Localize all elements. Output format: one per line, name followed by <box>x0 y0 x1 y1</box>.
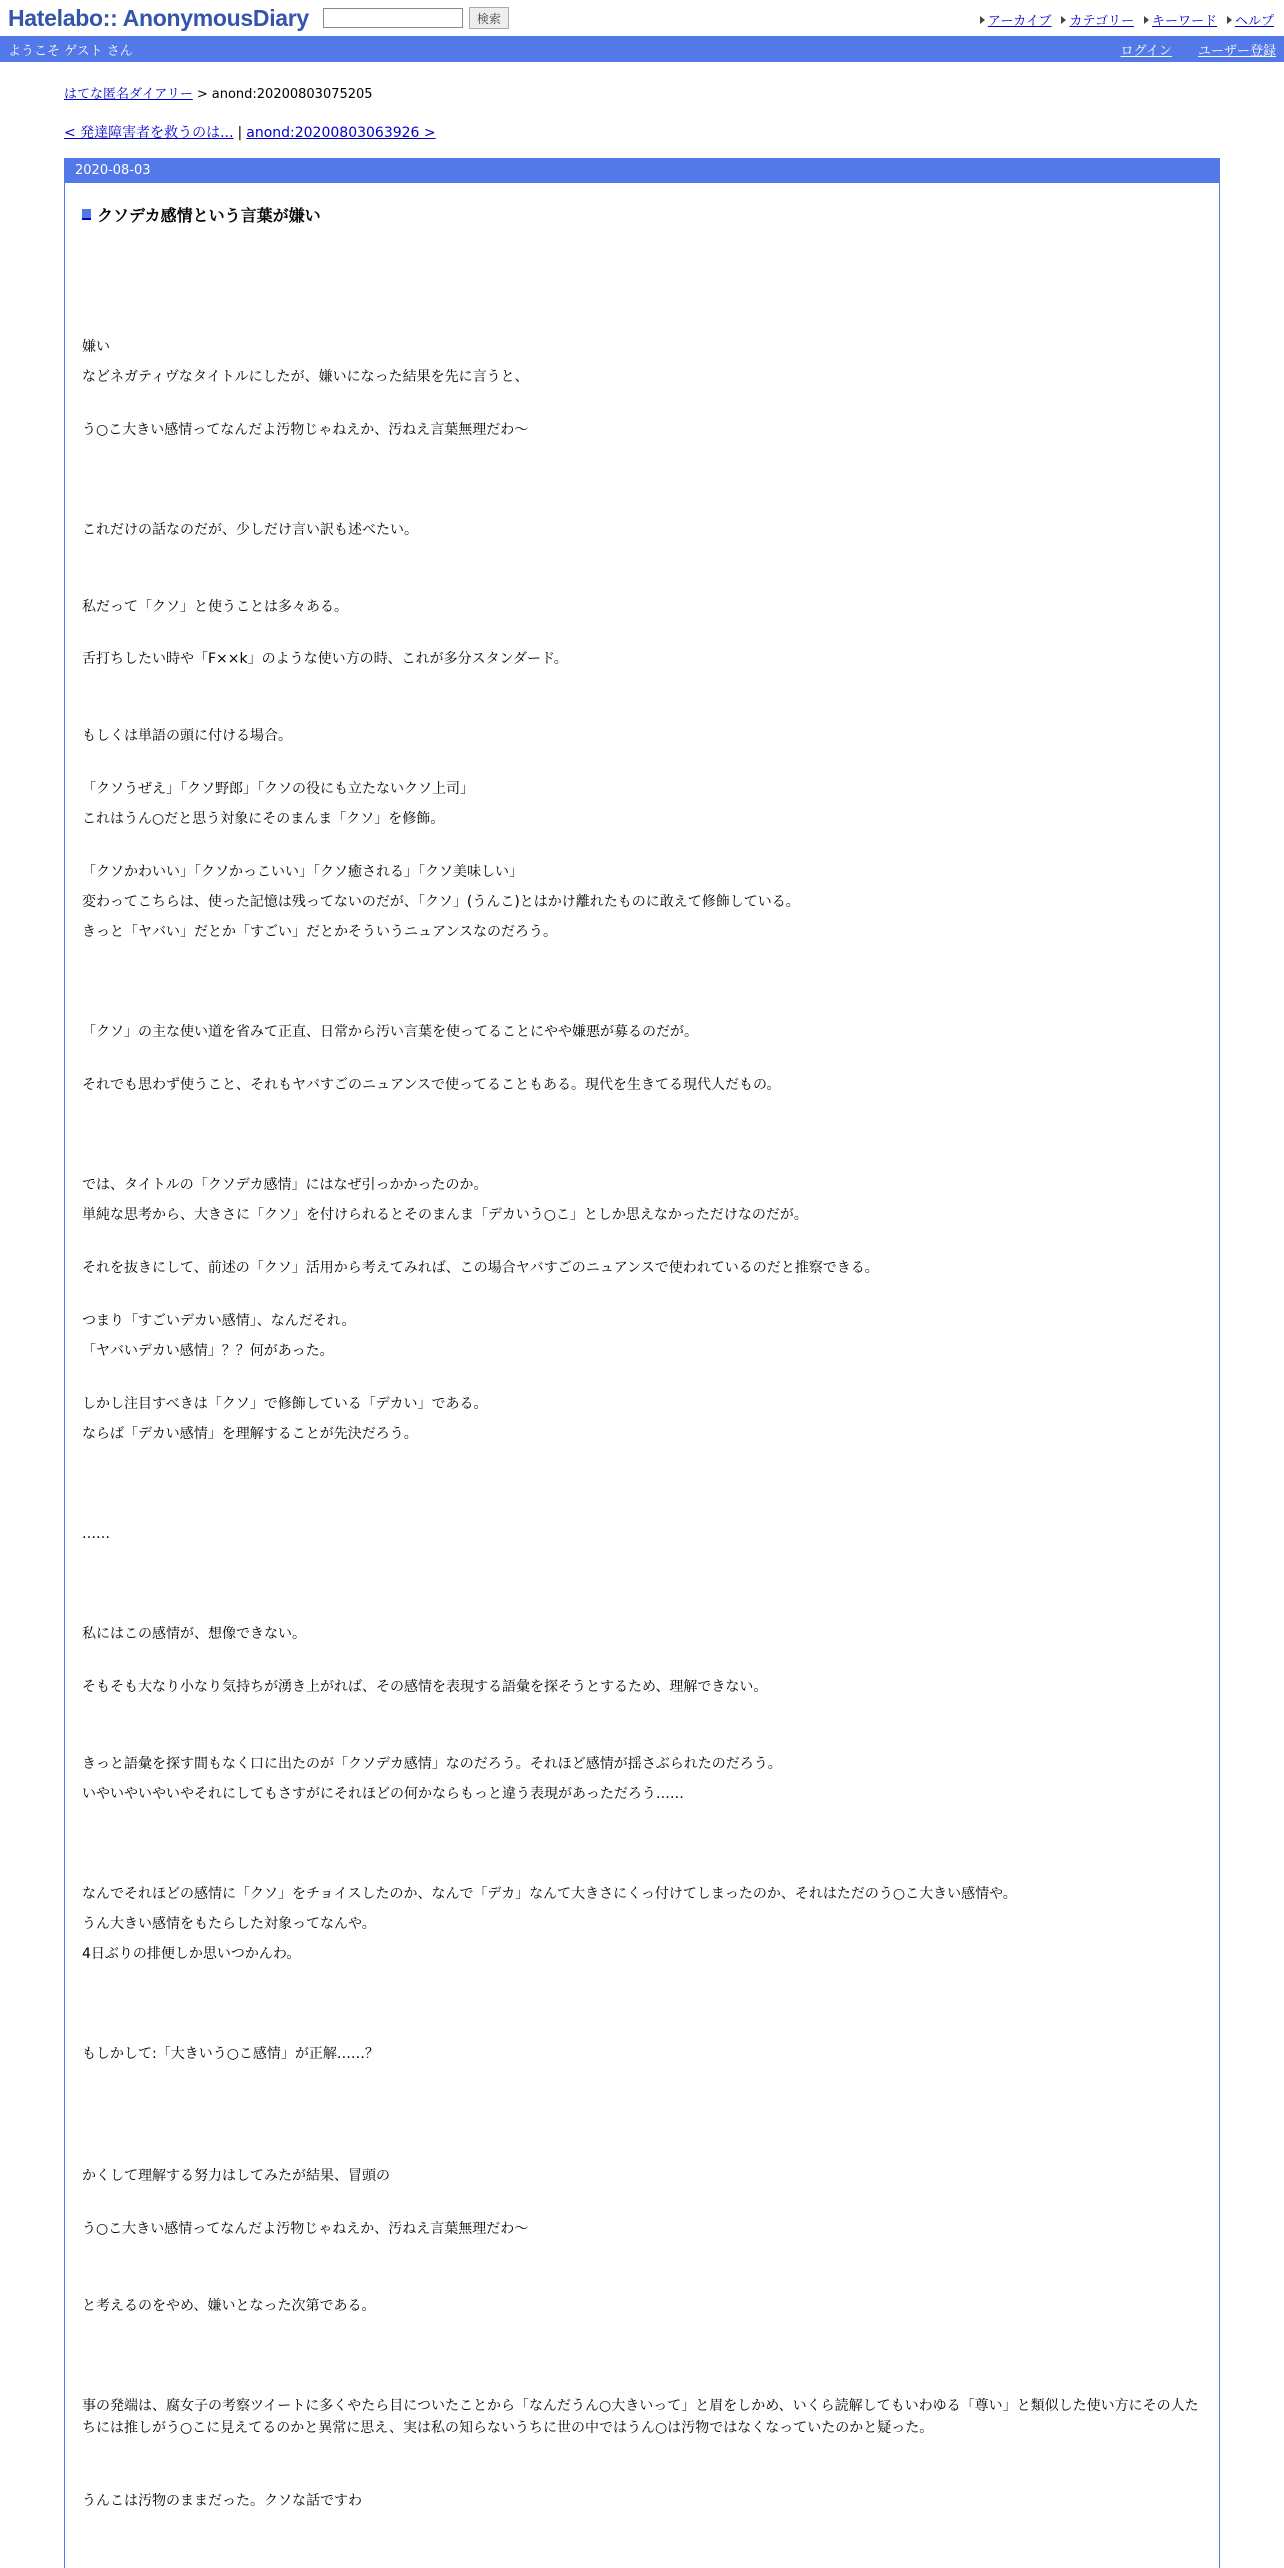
top-links <box>980 10 1274 29</box>
body-line: 私にはこの感情が、想像できない。 <box>82 1626 306 1642</box>
entry-permalink-icon[interactable] <box>82 209 91 220</box>
arrow-right-icon <box>1144 16 1149 24</box>
body-line: つまり「すごいデカい感情」、なんだそれ。 <box>82 1313 356 1329</box>
body-line: それを抜きにして、前述の「クソ」活用から考えてみれば、この場合ヤバすごのニュアンスで使われているのだと推察できる。 <box>82 1260 879 1276</box>
body-line: 舌打ちしたい時や「F××k」のような使い方の時、これが多分スタンダード。 <box>82 651 568 667</box>
help-link[interactable]: ヘルプ <box>1234 14 1274 29</box>
next-entry-link[interactable]: anond:20200803063926 > <box>246 125 436 141</box>
body-line: もしくは単語の頭に付ける場合。 <box>82 728 292 744</box>
arrow-right-icon <box>1061 16 1066 24</box>
body-line: では、タイトルの「クソデカ感情」にはなぜ引っかかったのか。 <box>82 1177 488 1193</box>
body-line: 「クソうぜえ」「クソ野郎」「クソの役にも立たないクソ上司」 <box>82 781 474 797</box>
day-date: 2020-08-03 <box>65 159 1219 183</box>
login-link[interactable]: ログイン <box>1120 43 1172 59</box>
keyword-link[interactable]: キーワード <box>1151 14 1217 29</box>
entry-body <box>82 226 1202 2516</box>
register-link[interactable]: ユーザー登録 <box>1197 43 1276 59</box>
main-content <box>64 83 1220 2568</box>
breadcrumb-separator: > <box>196 87 208 102</box>
body-line: きっと語彙を探す間もなく口に出たのが「クソデカ感情」なのだろう。それほど感情が揺さぶられたのだろう。 <box>82 1756 782 1772</box>
body-line: きっと「ヤバい」だとか「すごい」だとかそういうニュアンスなのだろう。 <box>82 924 558 940</box>
body-line: 嫌い <box>82 339 110 355</box>
breadcrumb-home-link[interactable]: はてな匿名ダイアリー <box>64 87 193 102</box>
body-line: う○こ大きい感情ってなんだよ汚物じゃねえか、汚ねえ言葉無理だわ〜 <box>82 422 529 438</box>
body-line: 「ヤバいデカい感情」？？何があった。 <box>82 1343 334 1359</box>
archive-link[interactable]: アーカイブ <box>987 14 1052 29</box>
body-line: 事の発端は、腐女子の考察ツイートに多くやたら目についたことから「なんだうん○大きいって」と眉をしかめ、いくら読解してもいわゆる「尊い」と類似した使い方にその人たちには推しがう○こに見えてるのかと異常に思え、実は私の知らないうちに世の中ではうん○は汚物ではなくなっていたのかと疑った。 <box>82 2398 1199 2436</box>
body-line: ならば「デカい感情」を理解することが先決だろう。 <box>82 1426 418 1442</box>
prev-entry-link[interactable]: < 発達障害者を救うのは... <box>64 125 234 141</box>
body-line: などネガティヴなタイトルにしたが、嫌いになった結果を先に言うと、 <box>82 369 529 385</box>
body-line: 4日ぶりの排便しか思いつかんわ。 <box>82 1946 301 1962</box>
body-line: これだけの話なのだが、少しだけ言い訳も述べたい。 <box>82 522 418 538</box>
category-link[interactable]: カテゴリー <box>1069 14 1134 29</box>
entry-title-text: クソデカ感情という言葉が嫌い <box>97 206 321 225</box>
body-line: うん大きい感情をもたらした対象ってなんや。 <box>82 1916 376 1932</box>
body-line: 単純な思考から、大きさに「クソ」を付けられるとそのまんま「デカいう○こ」としか思えなかっただけなのだが。 <box>82 1207 808 1223</box>
body-line: 「クソ」の主な使い道を省みて正直、日常から汚い言葉を使ってることにやや嫌悪が募るのだが。 <box>82 1024 698 1040</box>
arrow-right-icon <box>1227 16 1232 24</box>
body-line: かくして理解する努力はしてみたが結果、冒頭の <box>82 2168 390 2184</box>
body-line: いやいやいやいやそれにしてもさすがにそれほどの何かならもっと違う表現があっただろう…… <box>82 1786 684 1802</box>
body-line: これはうん○だと思う対象にそのまんま「クソ」を修飾。 <box>82 811 445 827</box>
body-line: う○こ大きい感情ってなんだよ汚物じゃねえか、汚ねえ言葉無理だわ〜 <box>82 2221 529 2237</box>
site-logo[interactable]: Hatelabo:: AnonymousDiary <box>8 4 309 31</box>
entry <box>65 183 1219 2516</box>
body-line: しかし注目すべきは「クソ」で修飾している「デカい」である。 <box>82 1396 488 1412</box>
body-line: それでも思わず使うこと、それもヤバすごのニュアンスで使ってることもある。現代を生きてる現代人だもの。 <box>82 1077 781 1093</box>
pager <box>64 122 1220 142</box>
body-line: と考えるのをやめ、嫌いとなった次第である。 <box>82 2298 376 2314</box>
body-line: うんこは汚物のままだった。クソな話ですわ <box>82 2493 362 2509</box>
pager-separator: | <box>237 125 243 141</box>
breadcrumb <box>64 83 1220 102</box>
day-section <box>64 158 1220 2568</box>
body-line: そもそも大なり小なり気持ちが湧き上がれば、その感情を表現する語彙を探そうとするため、理解できない。 <box>82 1679 768 1695</box>
arrow-right-icon <box>980 16 985 24</box>
body-line: もしかして:「大きいう○こ感情」が正解……？ <box>82 2046 379 2062</box>
welcome-text: ようこそ ゲスト さん <box>8 43 133 59</box>
body-line: …… <box>82 1526 110 1542</box>
search-button[interactable]: 検索 <box>469 7 509 29</box>
top-header <box>0 0 1284 36</box>
breadcrumb-current: anond:20200803075205 <box>211 87 373 102</box>
body-line: 変わってこちらは、使った記憶は残ってないのだが、「クソ」(うんこ)とはかけ離れたものに敢えて修飾している。 <box>82 894 800 910</box>
search-input[interactable] <box>323 8 463 28</box>
entry-title <box>82 203 1202 226</box>
user-bar <box>0 36 1284 62</box>
body-line: 「クソかわいい」「クソかっこいい」「クソ癒される」「クソ美味しい」 <box>82 864 523 880</box>
body-line: 私だって「クソ」と使うことは多々ある。 <box>82 599 348 615</box>
body-line: なんでそれほどの感情に「クソ」をチョイスしたのか、なんで「デカ」なんて大きさにくっ付けてしまったのか、それはただのう○こ大きい感情や。 <box>82 1886 1017 1902</box>
